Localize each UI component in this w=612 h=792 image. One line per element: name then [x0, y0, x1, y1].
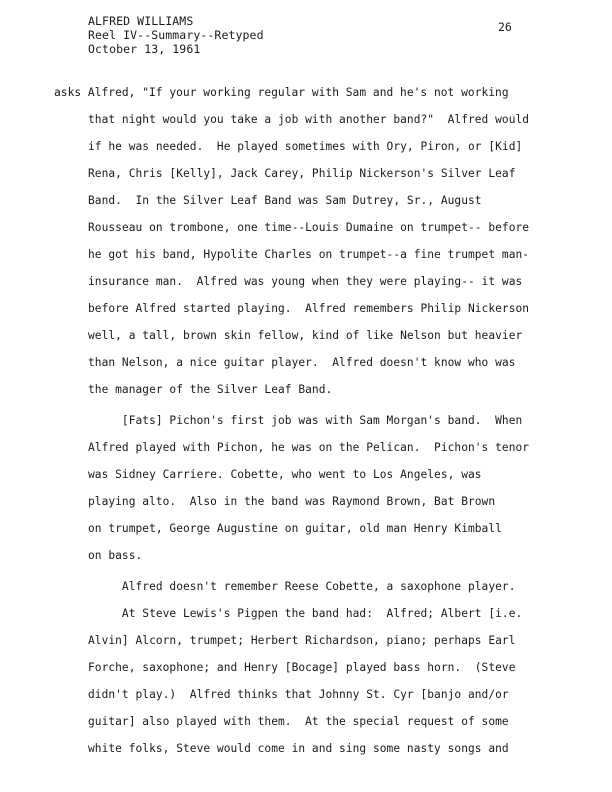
body-line: on bass.	[88, 549, 143, 562]
body-line: white folks, Steve would come in and sing some nasty songs and	[88, 742, 509, 755]
body-line: before Alfred started playing. Alfred remembers Philip Nickerson	[88, 302, 530, 315]
body-line: well, a tall, brown skin fellow, kind of like Nelson but heavier	[88, 329, 523, 342]
body-line: Band. In the Silver Leaf Band was Sam Dutrey, Sr., August	[88, 194, 482, 207]
body-line: Alfred doesn't remember Reese Cobette, a saxophone player.	[88, 580, 516, 593]
page-number: 26	[498, 20, 512, 34]
body-line: [Fats] Pichon's first job was with Sam Morgan's band. When	[88, 414, 523, 427]
body-line: if he was needed. He played sometimes with Ory, Piron, or [Kid]	[88, 140, 523, 153]
body-line: was Sidney Carriere. Cobette, who went to Los Angeles, was	[88, 468, 482, 481]
body-line: he got his band, Hypolite Charles on trumpet--a fine trumpet man-	[88, 248, 530, 261]
body-line: Alvin] Alcorn, trumpet; Herbert Richardson, piano; perhaps Earl	[88, 634, 516, 647]
header-date: October 13, 1961	[88, 42, 201, 56]
document-header	[88, 14, 264, 56]
body-line: Rousseau on trombone, one time--Louis Dumaine on trumpet-- before	[88, 221, 530, 234]
body-line: didn't play.) Alfred thinks that Johnny St. Cyr [banjo and/or	[88, 688, 509, 701]
body-line: the manager of the Silver Leaf Band.	[88, 383, 333, 396]
body-line: Alfred played with Pichon, he was on the Pelican. Pichon's tenor	[88, 441, 530, 454]
body-line: asks Alfred, "If your working regular with Sam and he's not working	[54, 86, 509, 99]
body-line: that night would you take a job with another band?" Alfred would	[88, 113, 530, 126]
header-name: ALFRED WILLIAMS	[88, 14, 194, 28]
body-line: than Nelson, a nice guitar player. Alfred doesn't know who was	[88, 356, 516, 369]
body-line: Forche, saxophone; and Henry [Bocage] played bass horn. (Steve	[88, 661, 516, 674]
body-line: on trumpet, George Augustine on guitar, old man Henry Kimball	[88, 522, 502, 535]
header-reel: Reel IV--Summary--Retyped	[88, 28, 264, 42]
body-line: Rena, Chris [Kelly], Jack Carey, Philip Nickerson's Silver Leaf	[88, 167, 516, 180]
body-line: guitar] also played with them. At the special request of some	[88, 715, 509, 728]
body-line: insurance man. Alfred was young when they were playing-- it was	[88, 275, 523, 288]
body-line: playing alto. Also in the band was Raymond Brown, Bat Brown	[88, 495, 496, 508]
body-line: At Steve Lewis's Pigpen the band had: Alfred; Albert [i.e.	[88, 607, 523, 620]
